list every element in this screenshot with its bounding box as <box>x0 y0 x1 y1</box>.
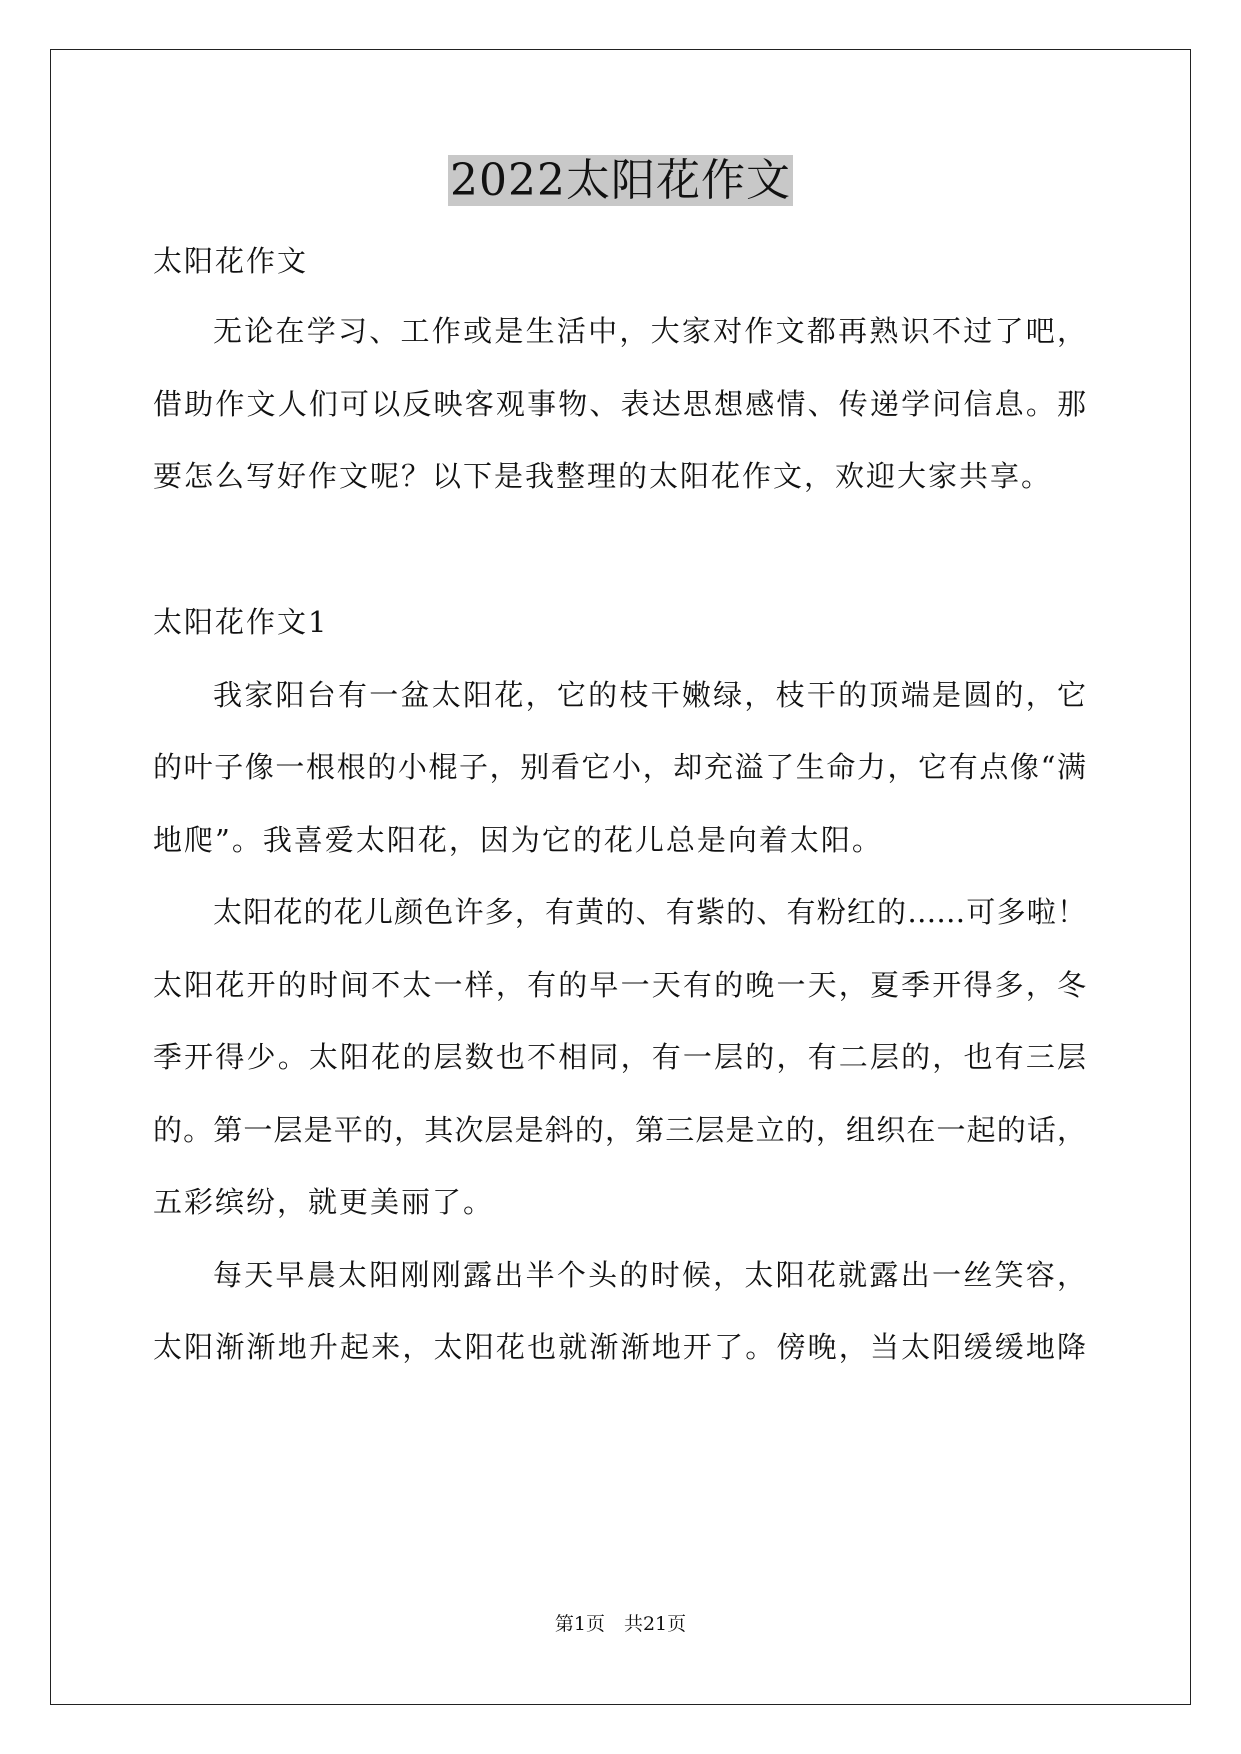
paragraph-line: 每天早晨太阳刚刚露出半个头的时候，太阳花就露出一丝笑容， <box>213 1258 1086 1292</box>
intro-line: 要怎么写好作文呢？以下是我整理的太阳花作文，欢迎大家共享。 <box>153 459 1053 493</box>
paragraph-line: 太阳渐渐地升起来，太阳花也就渐渐地开了。傍晚，当太阳缓缓地降 <box>153 1330 1086 1364</box>
document-title <box>0 152 1241 210</box>
paragraph-line: 季开得少。太阳花的层数也不相同，有一层的，有二层的，也有三层 <box>153 1040 1086 1074</box>
paragraph-line: 地爬”。我喜爱太阳花，因为它的花儿总是向着太阳。 <box>153 823 883 857</box>
document-title-text: 2022太阳花作文 <box>450 155 791 206</box>
page-number: 第1页 共21页 <box>554 1613 687 1635</box>
section-heading: 太阳花作文1 <box>153 605 329 639</box>
intro-heading: 太阳花作文 <box>153 244 309 278</box>
intro-line: 借助作文人们可以反映客观事物、表达思想感情、传递学问信息。那 <box>153 387 1086 421</box>
paragraph-line: 的。第一层是平的，其次层是斜的，第三层是立的，组织在一起的话， <box>153 1113 1086 1147</box>
paragraph-line: 太阳花的花儿颜色许多，有黄的、有紫的、有粉红的……可多啦！ <box>213 895 1086 929</box>
paragraph-line: 的叶子像一根根的小棍子，别看它小，却充溢了生命力，它有点像“满 <box>153 750 1086 784</box>
paragraph-line: 太阳花开的时间不太一样，有的早一天有的晚一天，夏季开得多，冬 <box>153 968 1086 1002</box>
intro-line: 无论在学习、工作或是生活中，大家对作文都再熟识不过了吧， <box>213 314 1086 348</box>
page-border <box>50 49 1191 1705</box>
paragraph-line: 我家阳台有一盆太阳花，它的枝干嫩绿，枝干的顶端是圆的，它 <box>213 678 1086 712</box>
paragraph-line: 五彩缤纷，就更美丽了。 <box>153 1185 495 1219</box>
